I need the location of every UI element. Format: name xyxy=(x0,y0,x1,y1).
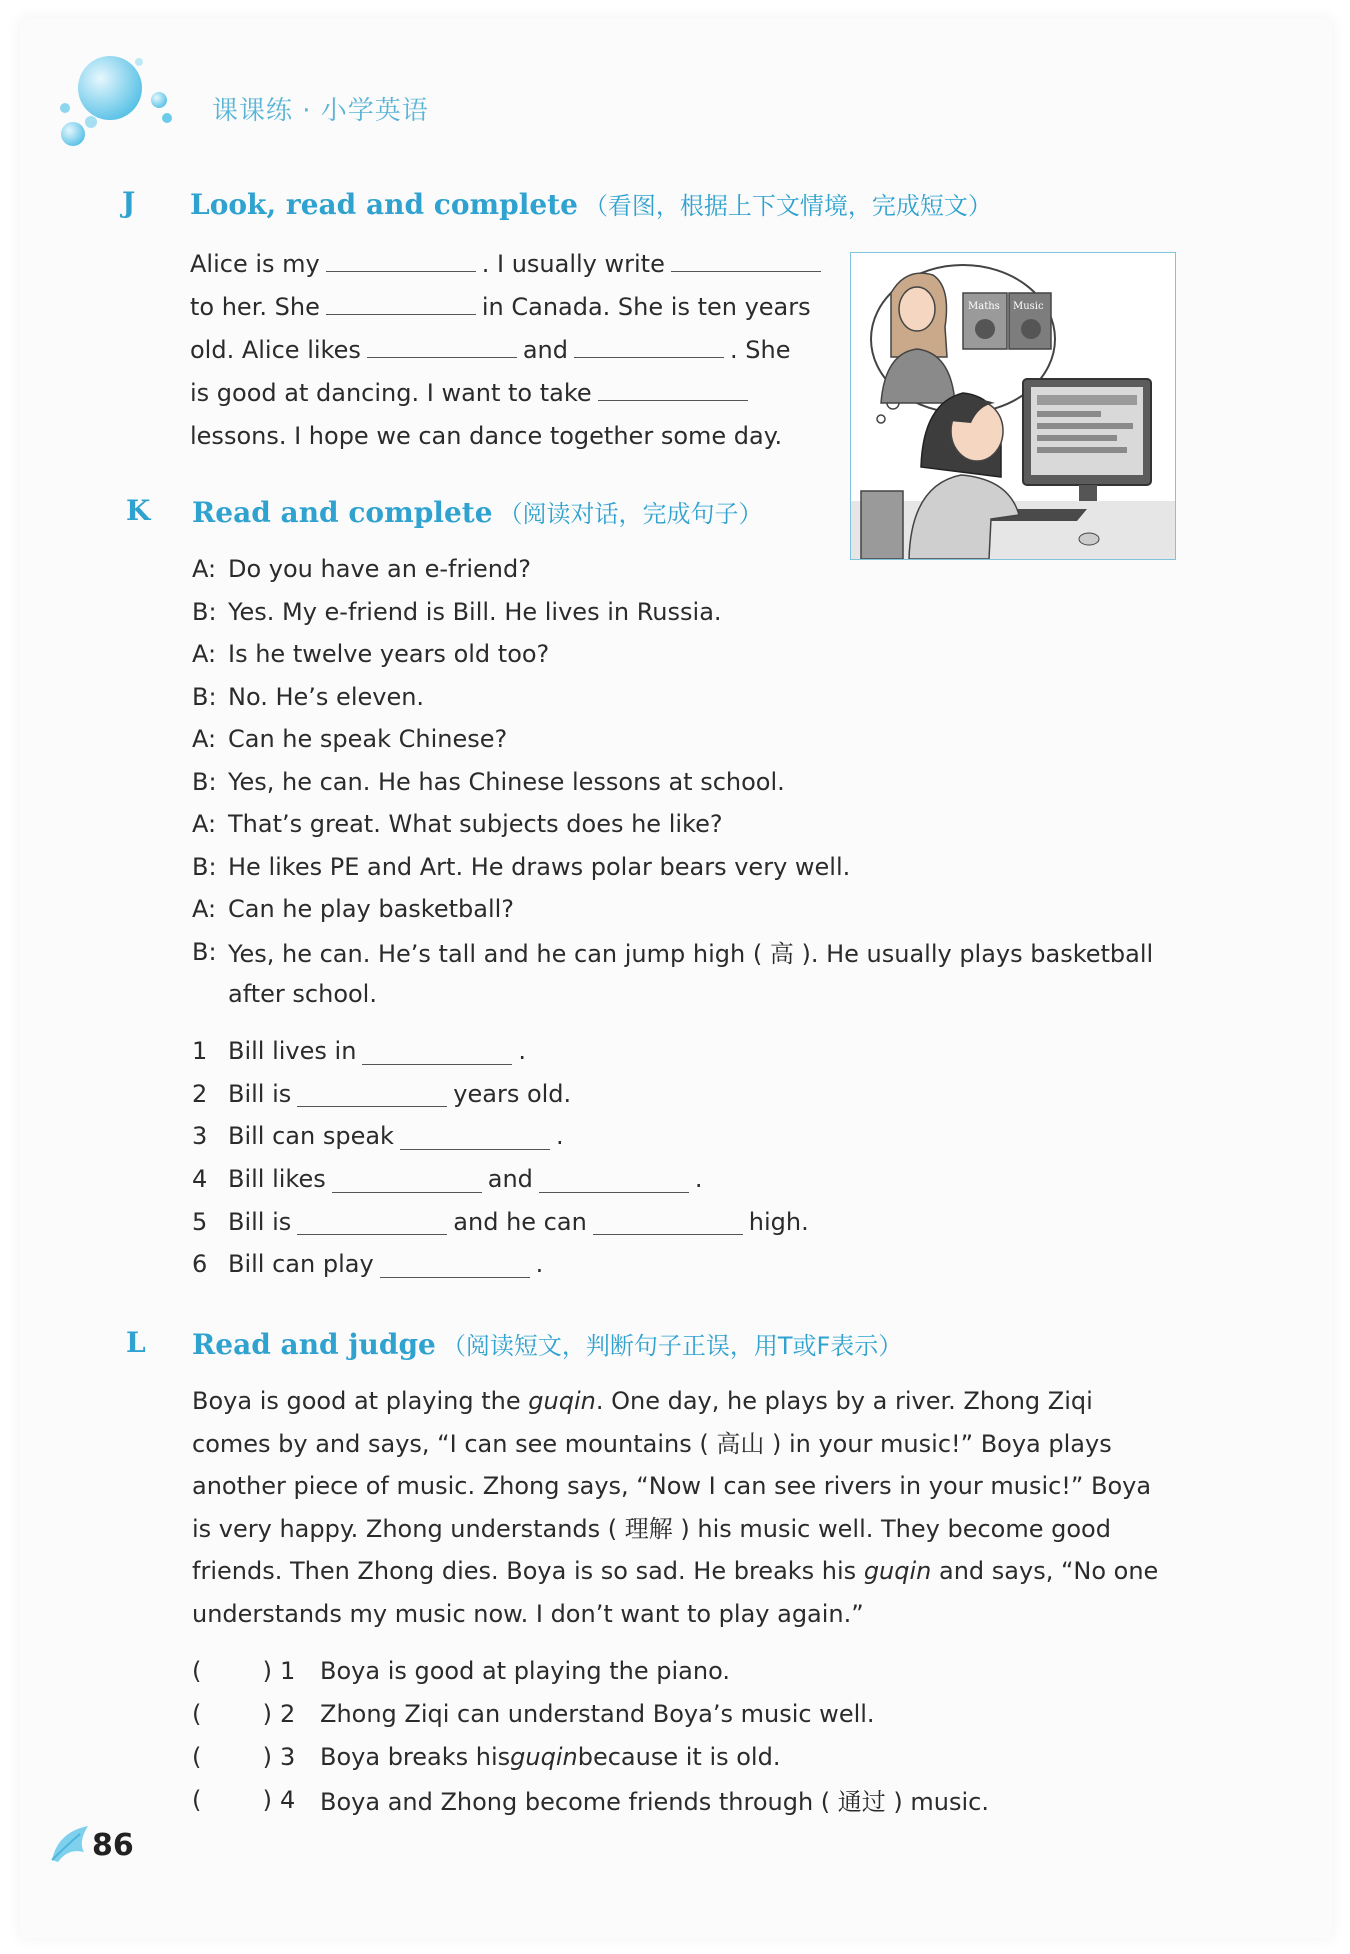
section-j-title xyxy=(190,186,992,221)
passage-line xyxy=(190,415,830,458)
section-k-instruction: （阅读对话，完成句子） xyxy=(498,500,763,528)
paren-open: ( xyxy=(192,1785,202,1814)
section-j-letter: J xyxy=(122,186,136,219)
passage-italic-word: guqin xyxy=(863,1557,932,1586)
answer-parentheses[interactable] xyxy=(192,1700,272,1728)
question-text: . xyxy=(694,1165,703,1194)
answer-parentheses[interactable] xyxy=(192,1786,272,1814)
passage-line xyxy=(190,372,830,415)
passage-line xyxy=(192,1423,1192,1466)
answer-blank[interactable] xyxy=(326,245,476,272)
answer-parentheses[interactable] xyxy=(192,1743,272,1771)
section-k-title-text: Read and complete xyxy=(192,496,493,529)
answer-parentheses[interactable] xyxy=(192,1657,272,1685)
passage-text: in Canada. She is ten years xyxy=(481,293,811,321)
speaker-label: A: xyxy=(192,555,217,584)
dialogue-text: He likes PE and Art. He draws polar bears very well. xyxy=(228,852,851,881)
passage-line xyxy=(192,1380,1192,1423)
passage-italic-word: guqin xyxy=(528,1387,596,1415)
dialogue-line xyxy=(192,888,1153,931)
question-item xyxy=(192,1158,809,1201)
judge-item xyxy=(192,1693,989,1736)
paren-open: ( xyxy=(192,1657,202,1686)
dialogue-line xyxy=(192,548,1153,591)
passage-line xyxy=(192,1508,1192,1551)
statement-number: 1 xyxy=(280,1657,296,1686)
question-text: Bill can speak xyxy=(228,1122,394,1151)
passage-text: . I usually write xyxy=(481,250,665,278)
answer-blank[interactable] xyxy=(671,245,821,272)
dialogue-line xyxy=(192,676,1153,719)
answer-blank[interactable] xyxy=(297,1208,447,1235)
paren-close: ) xyxy=(262,1657,272,1686)
answer-blank[interactable] xyxy=(598,374,748,401)
question-text: Bill can play xyxy=(228,1250,374,1279)
passage-text: lessons. I hope we can dance together some day. xyxy=(190,422,783,450)
dialogue-line xyxy=(192,846,1153,889)
dialogue-text: Yes, he can. He has Chinese lessons at school. xyxy=(228,767,785,796)
answer-blank[interactable] xyxy=(332,1166,482,1193)
answer-blank[interactable] xyxy=(367,331,517,358)
dialogue-line xyxy=(192,633,1153,676)
paren-close: ) xyxy=(262,1742,272,1771)
dialogue-text: Can he play basketball? xyxy=(228,895,515,924)
answer-blank[interactable] xyxy=(362,1038,512,1065)
section-k-letter: K xyxy=(126,494,151,527)
question-number: 4 xyxy=(192,1165,208,1194)
passage-text: to her. She xyxy=(190,293,320,321)
dialogue-line xyxy=(192,718,1153,761)
question-text: Bill lives in xyxy=(228,1037,357,1066)
section-l-instruction: （阅读短文，判断句子正误，用T或F表示） xyxy=(441,1332,903,1360)
girl-at-computer-illustration xyxy=(850,252,1176,560)
header-title: 课课练 · 小学英语 xyxy=(212,96,429,126)
dialogue-text: No. He’s eleven. xyxy=(228,682,425,711)
judge-item xyxy=(192,1778,989,1821)
question-text: Bill likes xyxy=(228,1165,326,1194)
answer-blank[interactable] xyxy=(297,1080,447,1107)
dialogue-line xyxy=(192,591,1153,634)
passage-text: another piece of music. Zhong says, “Now I can see rivers in your music!” Boya xyxy=(192,1472,1152,1501)
paren-open: ( xyxy=(192,1700,202,1729)
speaker-label: B: xyxy=(192,767,217,796)
answer-blank[interactable] xyxy=(574,331,724,358)
passage-text: . She xyxy=(730,336,791,364)
answer-blank[interactable] xyxy=(539,1166,689,1193)
book-maths-label: Maths xyxy=(968,301,1000,312)
statement-italic-word: guqin xyxy=(510,1742,578,1771)
page-number: 86 xyxy=(92,1828,134,1863)
statement-text: Boya breaks his xyxy=(320,1742,511,1771)
dialogue xyxy=(192,548,1153,1016)
speaker-label: B: xyxy=(192,682,217,711)
question-text: Bill is xyxy=(228,1079,292,1108)
answer-blank[interactable] xyxy=(380,1251,530,1278)
passage-text: Alice is my xyxy=(190,250,320,278)
statement-text: Boya and Zhong become friends through ( 通过 ) music. xyxy=(320,1788,989,1817)
dialogue-line xyxy=(192,931,1153,974)
question-text: Bill is xyxy=(228,1207,292,1236)
speaker-label: B: xyxy=(192,937,217,966)
speaker-label: A: xyxy=(192,640,217,669)
passage-text: Boya is good at playing the xyxy=(192,1387,529,1415)
question-item xyxy=(192,1243,809,1286)
dialogue-text: Do you have an e-friend? xyxy=(228,555,531,584)
passage-line xyxy=(190,243,830,286)
statement-text: Zhong Ziqi can understand Boya’s music well. xyxy=(320,1700,875,1729)
judge-item xyxy=(192,1736,989,1779)
judge-item xyxy=(192,1650,989,1693)
paren-close: ) xyxy=(262,1700,272,1729)
dialogue-text: Yes. My e-friend is Bill. He lives in Russia. xyxy=(228,597,722,626)
section-l-statements xyxy=(192,1650,989,1821)
passage-line xyxy=(192,1593,1192,1636)
question-text: and xyxy=(487,1165,533,1194)
passage-text: is good at dancing. I want to take xyxy=(190,379,592,407)
passage-text: is very happy. Zhong understands ( 理解 ) his music well. They become good xyxy=(192,1514,1111,1543)
passage-line xyxy=(192,1465,1192,1508)
speaker-label: B: xyxy=(192,852,217,881)
bubbles-decoration-icon xyxy=(55,48,195,158)
section-l-title-text: Read and judge xyxy=(192,1328,436,1361)
paren-open: ( xyxy=(192,1742,202,1771)
section-k-title xyxy=(192,494,763,529)
passage-line xyxy=(190,286,830,329)
passage-text: and xyxy=(522,336,568,364)
passage-text: . One day, he plays by a river. Zhong Ziqi xyxy=(595,1387,1093,1415)
section-j-instruction: （看图，根据上下文情境，完成短文） xyxy=(583,192,992,220)
passage-text: friends. Then Zhong dies. Boya is so sad. He breaks his xyxy=(192,1557,864,1586)
passage-line xyxy=(190,329,830,372)
question-item xyxy=(192,1115,809,1158)
speaker-label: A: xyxy=(192,895,217,924)
dialogue-continuation: after school. xyxy=(228,980,377,1009)
question-number: 2 xyxy=(192,1079,208,1108)
question-text: . xyxy=(555,1122,564,1151)
passage-line xyxy=(192,1550,1192,1593)
statement-number: 3 xyxy=(280,1742,296,1771)
passage-text: understands my music now. I don’t want to play again.” xyxy=(192,1599,864,1628)
statement-text: Boya is good at playing the piano. xyxy=(320,1657,730,1686)
leaf-decoration-icon xyxy=(48,1822,92,1866)
question-number: 5 xyxy=(192,1207,208,1236)
dialogue-line xyxy=(192,761,1153,804)
speaker-label: B: xyxy=(192,597,217,626)
question-text: . xyxy=(535,1250,544,1279)
answer-blank[interactable] xyxy=(326,288,476,315)
answer-blank[interactable] xyxy=(400,1123,550,1150)
dialogue-text: Yes, he can. He’s tall and he can jump high ( 高 ). He usually plays basketball xyxy=(228,940,1154,969)
answer-blank[interactable] xyxy=(593,1208,743,1235)
dialogue-text: Is he twelve years old too? xyxy=(228,640,550,669)
paren-close: ) xyxy=(262,1785,272,1814)
statement-number: 4 xyxy=(280,1785,296,1814)
passage-text: comes by and says, “I can see mountains ( 高山 ) in your music!” Boya plays xyxy=(192,1429,1112,1458)
dialogue-text: Can he speak Chinese? xyxy=(228,725,508,754)
question-number: 1 xyxy=(192,1037,208,1066)
dialogue-line xyxy=(192,803,1153,846)
question-text: . xyxy=(518,1037,527,1066)
statement-number: 2 xyxy=(280,1700,296,1729)
question-number: 6 xyxy=(192,1250,208,1279)
passage-text: old. Alice likes xyxy=(190,336,361,364)
book-music-label: Music xyxy=(1013,301,1044,312)
speaker-label: A: xyxy=(192,810,217,839)
section-k-questions xyxy=(192,1030,809,1286)
section-j-passage xyxy=(190,243,830,458)
passage-text: and says, “No one xyxy=(931,1557,1159,1586)
speaker-label: A: xyxy=(192,725,217,754)
question-text: years old. xyxy=(453,1079,572,1108)
question-item xyxy=(192,1200,809,1243)
question-text: high. xyxy=(748,1207,809,1236)
question-number: 3 xyxy=(192,1122,208,1151)
section-j-title-text: Look, read and complete xyxy=(190,188,578,221)
statement-text: because it is old. xyxy=(577,1742,781,1771)
question-text: and he can xyxy=(453,1207,587,1236)
section-l-title xyxy=(192,1326,902,1361)
dialogue-text: That’s great. What subjects does he like? xyxy=(228,810,723,839)
section-l-letter: L xyxy=(126,1326,146,1359)
question-item xyxy=(192,1030,809,1073)
question-item xyxy=(192,1073,809,1116)
section-l-passage xyxy=(192,1380,1192,1636)
